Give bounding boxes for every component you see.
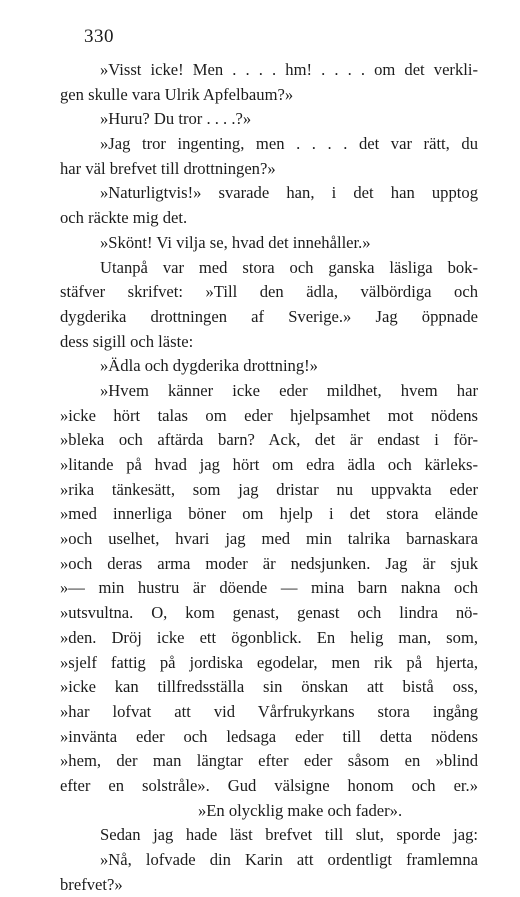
text-line: »Hvem känner icke eder mildhet, hvem har bbox=[100, 380, 478, 400]
text-line: efter en solstråle». Gud välsigne honom och er.» bbox=[60, 775, 478, 795]
text-line: »Skönt! Vi vilja se, hvad det innehåller.» bbox=[100, 232, 371, 252]
page-number: 330 bbox=[84, 26, 114, 47]
text-line: »rika tänkesätt, som jag dristar nu uppvakta eder bbox=[60, 479, 478, 499]
text-line: »Huru? Du tror . . . .?» bbox=[100, 109, 252, 129]
text-line: »bleka och aftärda barn? Ack, det är endast i för- bbox=[60, 430, 478, 450]
text-line: »den. Dröj icke ett ögonblick. En helig man, som, bbox=[60, 627, 478, 647]
text-line: brefvet?» bbox=[60, 874, 123, 894]
text-line: »invänta eder och ledsaga eder till detta nödens bbox=[60, 726, 478, 746]
text-line: »och uselhet, hvari jag med min talrika barnaskara bbox=[60, 529, 478, 549]
text-line: »icke hört talas om eder hjelpsamhet mot nödens bbox=[60, 405, 478, 425]
text-line: gen skulle vara Ulrik Apfelbaum?» bbox=[60, 84, 294, 104]
text-line: »En olycklig make och fader». bbox=[198, 800, 403, 820]
text-line: »— min hustru är döende — mina barn nakna och bbox=[60, 578, 478, 598]
text-line: dess sigill och läste: bbox=[60, 331, 194, 351]
text-line: har väl brefvet till drottningen?» bbox=[60, 158, 276, 178]
text-line: »Nå, lofvade din Karin att ordentligt framlemna bbox=[100, 850, 478, 869]
text-line: »hem, der man längtar efter eder såsom en »blind bbox=[60, 751, 478, 771]
text-line: »litande på hvad jag hört om edra ädla och kärleks- bbox=[60, 455, 478, 474]
text-line: dygderika drottningen af Sverige.» Jag öppnade bbox=[60, 306, 478, 326]
body-text bbox=[60, 58, 478, 897]
text-line: »Visst icke! Men . . . . hm! . . . . om det verkli- bbox=[100, 60, 478, 79]
text-line: »och deras arma moder är nedsjunken. Jag är sjuk bbox=[60, 553, 478, 573]
text-line: Sedan jag hade läst brefvet till slut, sporde jag: bbox=[100, 825, 478, 845]
text-line: »med innerliga böner om hjelp i det stora elände bbox=[60, 504, 478, 524]
text-line: och räckte mig det. bbox=[60, 208, 188, 228]
text-line: »Ädla och dygderika drottning!» bbox=[100, 356, 318, 376]
text-line: »sjelf fattig på jordiska egodelar, men rik på hjerta, bbox=[60, 652, 478, 672]
text-line: »icke kan tillfredsställa sin önskan att bistå oss, bbox=[60, 677, 478, 697]
text-line: »Naturligtvis!» svarade han, i det han upptog bbox=[100, 183, 478, 203]
text-line: stäfver skrifvet: »Till den ädla, välbördiga och bbox=[60, 282, 478, 302]
text-line: Utanpå var med stora och ganska läsliga bok- bbox=[100, 257, 478, 277]
text-line: »utsvultna. O, kom genast, genast och lindra nö- bbox=[60, 603, 478, 623]
text-line: »Jag tror ingenting, men . . . . det var rätt, du bbox=[100, 134, 478, 154]
text-line: »har lofvat att vid Vårfrukyrkans stora ingång bbox=[60, 701, 478, 721]
